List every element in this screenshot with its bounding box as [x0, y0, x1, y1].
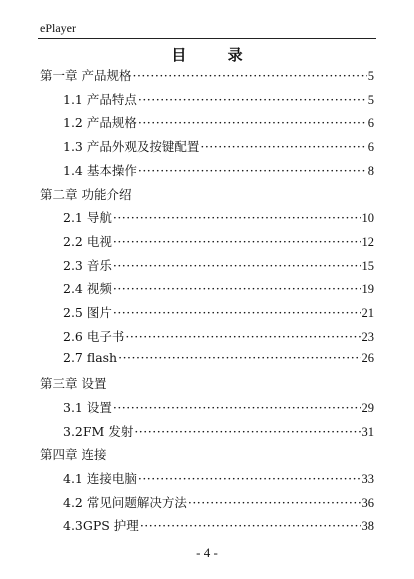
toc-dot-leader [138, 163, 367, 178]
toc-dot-leader [113, 281, 361, 296]
toc-entry-label: 3.2FM 发射 [63, 423, 134, 439]
toc-dot-leader [132, 68, 366, 83]
toc-chapter-entry[interactable] [40, 445, 374, 463]
toc-dot-leader [138, 115, 367, 130]
toc-entry-label: 1.3 产品外观及按键配置 [63, 139, 200, 155]
toc-entry-label: 1.2 产品规格 [63, 115, 137, 131]
toc-dot-leader [118, 350, 360, 365]
toc-heading: 目 录 [171, 46, 261, 64]
toc-dot-leader [138, 92, 367, 107]
toc-chapter-entry[interactable] [40, 185, 374, 203]
toc-section-entry[interactable] [63, 161, 374, 179]
toc-dot-leader [138, 471, 361, 486]
toc-entry-page: 31 [361, 424, 374, 439]
toc-entry-page: 38 [361, 519, 374, 534]
toc-entry-page: 29 [361, 400, 374, 415]
toc-dot-leader [125, 329, 360, 344]
toc-entry-label: 第三章 设置 [40, 376, 107, 392]
toc-entry-page: 36 [361, 495, 374, 510]
toc-entry-label: 2.5 图片 [63, 305, 112, 320]
toc-entry-page: 5 [367, 92, 374, 107]
toc-entry-label: 2.4 视频 [63, 281, 112, 297]
toc-entry-page: 6 [367, 140, 374, 155]
toc-entry-label: 4.3GPS 护理 [63, 518, 139, 534]
toc-chapter-entry[interactable] [40, 66, 374, 84]
toc-section-entry[interactable] [63, 350, 374, 368]
toc-entry-label: 第二章 功能介绍 [40, 186, 132, 202]
toc-entry-label: 2.7 flash [63, 350, 118, 366]
toc-entry-label: 4.1 连接电脑 [63, 470, 137, 486]
toc-entry-page: 8 [367, 163, 374, 178]
toc-section-entry[interactable] [63, 256, 374, 274]
toc-entry-page: 12 [361, 234, 374, 249]
toc-dot-leader [188, 495, 361, 510]
toc-section-entry[interactable] [63, 113, 374, 131]
toc-entry-label: 第四章 连接 [40, 447, 107, 463]
running-header: ePlayer [40, 21, 76, 35]
toc-dot-leader [200, 139, 366, 154]
toc-entry-label: 第一章 产品规格 [40, 68, 132, 83]
toc-entry-label: 2.3 音乐 [63, 257, 112, 273]
toc-section-entry[interactable] [63, 208, 374, 226]
toc-entry-label: 1.1 产品特点 [63, 91, 137, 107]
toc-section-entry[interactable] [63, 90, 374, 108]
toc-entry-page: 6 [367, 116, 374, 131]
toc-section-entry[interactable] [63, 493, 374, 511]
toc-section-entry[interactable] [63, 422, 374, 440]
toc-section-entry[interactable] [63, 327, 374, 345]
toc-entry-page: 26 [361, 351, 374, 366]
toc-entry-page: 15 [361, 258, 374, 273]
toc-chapter-entry[interactable] [40, 374, 374, 392]
toc-entry-page: 5 [367, 69, 374, 83]
toc-section-entry[interactable] [63, 303, 374, 321]
toc-dot-leader [134, 424, 360, 439]
toc-dot-leader [113, 305, 361, 320]
toc-section-entry[interactable] [63, 398, 374, 416]
toc-entry-page: 23 [361, 329, 374, 344]
toc-section-entry[interactable] [63, 137, 374, 155]
toc-entry-page: 33 [361, 471, 374, 486]
toc-dot-leader [113, 234, 361, 249]
toc-dot-leader [113, 258, 361, 273]
toc-dot-leader [113, 210, 361, 225]
toc-entry-label: 3.1 设置 [63, 399, 112, 415]
toc-entry-page: 10 [361, 211, 374, 226]
toc-section-entry[interactable] [63, 279, 374, 297]
page-number: - 4 - [196, 545, 218, 560]
toc-entry-label: 2.6 电子书 [63, 328, 125, 344]
toc-entry-label: 1.4 基本操作 [63, 162, 137, 178]
toc-entry-label: 4.2 常见问题解决方法 [63, 494, 187, 510]
toc-dot-leader [113, 400, 361, 415]
toc-entry-page: 19 [361, 282, 374, 297]
toc-entry-page: 21 [361, 306, 374, 320]
toc-section-entry[interactable] [63, 232, 374, 250]
toc-section-entry[interactable] [63, 516, 374, 534]
toc-section-entry[interactable] [63, 469, 374, 487]
toc-entry-label: 2.1 导航 [63, 210, 112, 226]
header-rule [38, 38, 376, 39]
toc-dot-leader [140, 518, 361, 533]
toc-entry-label: 2.2 电视 [63, 233, 112, 249]
